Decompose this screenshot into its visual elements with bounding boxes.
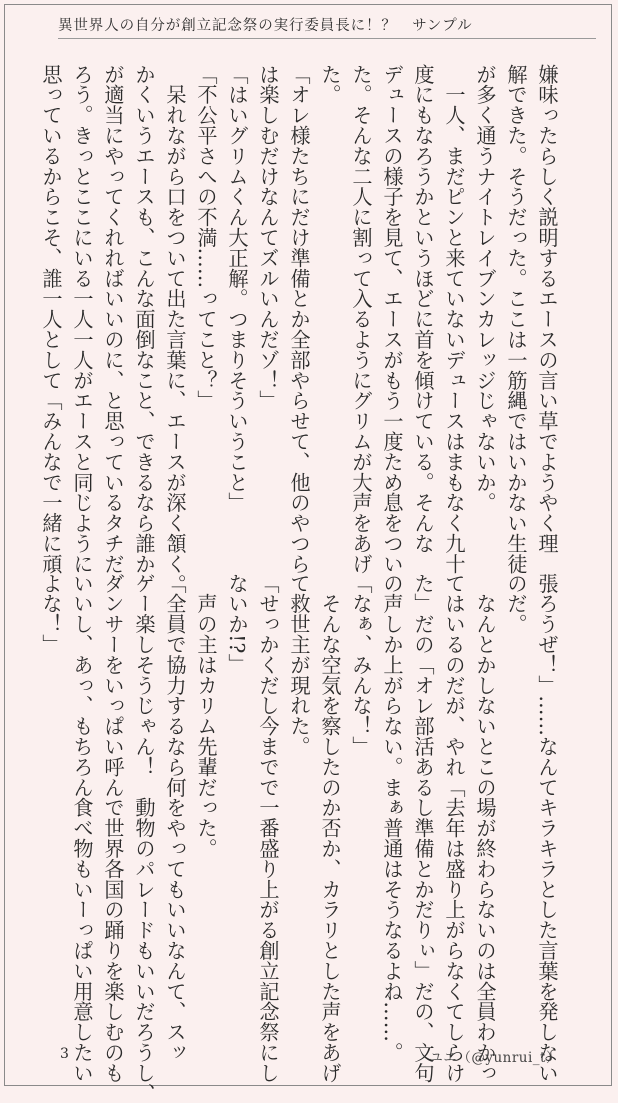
text-line: そんな空気を察したのか否か、カラリとした声をあげ	[318, 573, 342, 1083]
text-line: 「はいグリムくん大正解。つまりそういうこと」	[225, 64, 249, 513]
text-line: 「不公平さへの不満……ってこと？」	[194, 64, 218, 411]
text-line: 「せっかくだし今までで一番盛り上がる創立記念祭にし	[256, 573, 280, 1083]
text-line: 「オレ様たちにだけ準備とか全部やらせて、他のやつら	[287, 64, 311, 574]
text-line: ろう。きっとここにいる一人一人がエースと同じように	[70, 64, 94, 574]
text-line: 張ろうぜ！」……なんてキラキラとした言葉を発しない	[535, 573, 559, 1083]
text-line: た。そんな二人に割って入るようにグリムが大声をあげ	[349, 64, 373, 574]
text-line: てはいるのだが、やれ「去年は盛り上がらなくてしらけ	[442, 573, 466, 1083]
text-line: た」だの「オレ部活あるし準備とかだりぃ」だの、文句	[411, 573, 435, 1083]
text-line: なんとかしないとこの場が終わらないのは全員わかっ	[473, 573, 497, 1083]
text-line: よな！」	[39, 573, 63, 655]
text-line: かくいうエースも、こんな面倒なこと、できるなら誰か	[132, 64, 156, 574]
text-line: ダンサーをいっぱい呼んで世界各国の踊りを楽しむのも	[101, 573, 125, 1083]
text-line: た。	[318, 64, 342, 105]
text-line: 嫌味ったらしく説明するエースの言い草でようやく理	[535, 64, 559, 554]
page-number: 3	[60, 1046, 69, 1062]
text-line: 「なぁ、みんな！」	[349, 573, 373, 757]
text-line: いいし、あっ、もちろん食べ物もいーっぱい用意したい	[70, 573, 94, 1083]
text-line: て救世主が現れた。	[287, 573, 311, 757]
text-line: デュースの様子を見て、エースがもう一度ため息をつい	[380, 64, 404, 574]
text-line: 声の主はカリム先輩だった。	[194, 573, 218, 859]
text-line: 一人、まだピンと来ていないデュースはまもなく九十	[442, 64, 466, 574]
text-line: が多く通うナイトレイブンカレッジじゃないか。	[473, 64, 497, 513]
author-credit: ユエ（@yunrui_t）	[429, 1050, 560, 1066]
text-line: は楽しむだけなんてズルいんだゾ！」	[256, 64, 280, 411]
text-line: の声しか上がらない。まぁ普通はそうなるよね……。	[380, 573, 404, 1063]
text-line: 「全員で協力するなら何をやってもいいなんて、スッ	[163, 573, 187, 1063]
text-line: ゲー楽しそうじゃん！ 動物のパレードもいいだろうし、	[132, 573, 156, 1103]
header-divider	[58, 38, 596, 39]
text-line: のだ。	[504, 573, 528, 635]
text-line: 解できた。そうだった。ここは一筋縄ではいかない生徒	[504, 64, 528, 574]
text-line: が適当にやってくれればいいのに、と思っているタチだ	[101, 64, 125, 574]
text-line: 思っているからこそ、誰一人として「みんなで一緒に頑	[39, 64, 63, 574]
body-text-upper	[39, 64, 562, 595]
text-line: 度にもなろうかというほどに首を傾けている。そんな	[411, 64, 435, 554]
page-header-title: 異世界人の自分が創立記念祭の実行委員長に！？ サンプル	[58, 18, 473, 34]
text-line: 呆れながら口をついて出た言葉に、エースが深く頷く。	[163, 64, 187, 595]
text-line: ないか!?」	[225, 573, 249, 674]
